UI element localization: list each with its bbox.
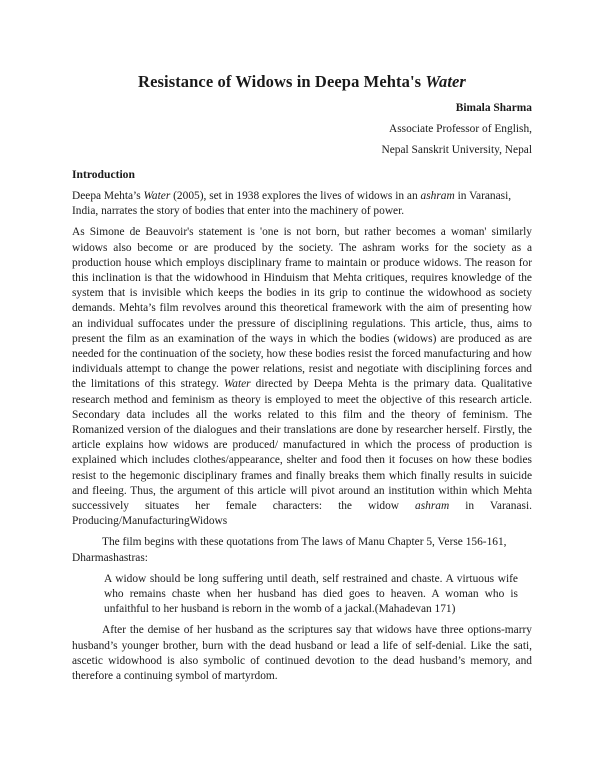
author-affiliation: Nepal Sanskrit University, Nepal <box>381 144 532 156</box>
title-film: Water <box>425 72 466 91</box>
p1-text-c: (2005), set in 1938 explores the lives of widows in an <box>170 190 421 202</box>
author-position: Associate Professor of English, <box>389 123 532 135</box>
p1-ashram: ashram <box>420 190 455 202</box>
section-heading: Introduction <box>72 168 135 181</box>
author-name: Bimala Sharma <box>455 102 532 114</box>
p2-text-e: in Varanasi. Producing/ManufacturingWidows <box>72 500 532 528</box>
p2-ashram: ashram <box>415 500 450 513</box>
p1-film-title: Water <box>143 190 171 202</box>
p2-text-c: directed by Deepa Mehta is the primary data. Qualitative research method and feminism as theory is employed to meet the objective of this research article. Secondary data includes all the works related to this film and the theory of feminism. The Romanized version of the dialogues and their translations are done by researcher herself. Firstly, the article explains how widows are produced/ manufactured in which the process of production is explained which includes clothes/appearance, shelter and food then it focuses on how these bodies resist to the hegemonic disciplinary frames and finally breaks them which finally results in suicide and fleeing. Thus, the argument of this article will pivot around an institution within which Mehta successively situates her female characters: the widow <box>72 378 532 513</box>
author-block <box>72 98 532 161</box>
title-text: Resistance of Widows in Deepa Mehta's <box>138 72 422 91</box>
p1-text-e: in Varanasi, India, narrates the story of bodies that enter into the machinery of power. <box>72 190 512 218</box>
paragraph-1 <box>72 189 532 219</box>
block-quote: A widow should be long suffering until death, self restrained and chaste. A virtuous wife who remains chaste when her husband has died goes to heaven. A woman who is unfaithful to her husband is reborn in the womb of a jackal.(Mahadevan 171) <box>104 572 518 616</box>
paper-title <box>72 72 532 92</box>
paragraph-2 <box>72 225 532 529</box>
p1-text-a: Deepa Mehta’s <box>72 190 144 202</box>
p2-text-a: As Simone de Beauvoir's statement is 'one is not born, but rather becomes a woman' similarly widows also become or are produced by the society. The ashram works for the society as a production house which employs disciplinary frame to maintain or produce widows. The reason for this inclination is that the widowhood in Hinduism that Mehta critiques, requires knowledge of the system that is invisible which keeps the bodies in its grip to continue the widowhood as society demands. Mehta’s film revolves around this theoretical framework with the aim of presenting how an individual suffocates under the pressure of disciplining regulations. This article, thus, aims to present the film as an examination of the ways in which the bodies (widows) are produced as are needed for the continuation of the society, how these bodies resist the forced manufacturing and how individuals attempt to change the power relations, resist and negotiate with disciplining forces and the limitations of this strategy. <box>72 226 532 391</box>
document-page <box>72 72 532 684</box>
paragraph-4: After the demise of her husband as the scriptures say that widows have three options-marry husband’s younger brother, burn with the dead husband or lead a life of self-denial. Like the sati, ascetic widowhood is also symbolic of continued devotion to the dead husband’s memory, and therefore a continuing symbol of martyrdom. <box>72 624 532 683</box>
p2-film-title: Water <box>223 378 251 391</box>
paragraph-3: The film begins with these quotations from The laws of Manu Chapter 5, Verse 156-161, Dharmashastras: <box>72 536 507 564</box>
